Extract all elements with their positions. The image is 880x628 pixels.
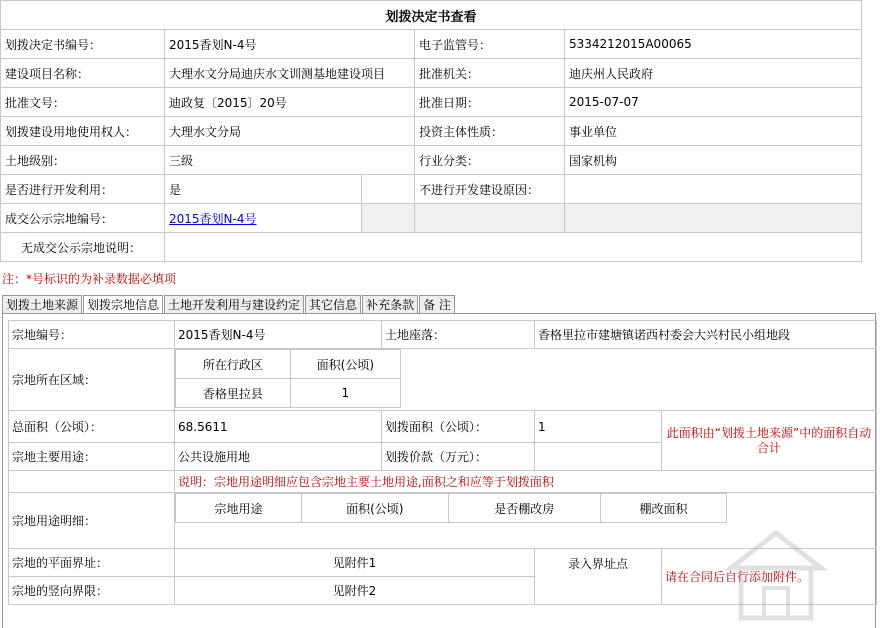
price-label: 划拨价款（万元）： [382, 443, 535, 471]
land-level-value: 三级 [165, 146, 415, 175]
approval-doc-value: 迪政复〔2015〕20号 [165, 88, 415, 117]
parcel-no-label: 宗地编号： [9, 321, 175, 349]
use-header-use: 宗地用途 [176, 494, 302, 523]
price-value [535, 443, 662, 471]
use-detail-label: 宗地用途明细： [9, 493, 175, 549]
develop-value: 是 [165, 175, 362, 204]
boundary-points-button[interactable]: 录入界址点 [535, 549, 662, 605]
develop-label: 是否进行开发利用： [1, 175, 165, 204]
use-detail-table [175, 493, 727, 523]
location-label: 土地座落： [382, 321, 535, 349]
approver-value: 迪庆州人民政府 [565, 59, 862, 88]
parcel-empty-1 [362, 204, 415, 233]
required-field-note: 注：*号标识的为补录数据必填项 [2, 272, 177, 286]
tab-bar [2, 295, 456, 313]
no-parcel-note-label: 无成交公示宗地说明： [1, 233, 165, 262]
parcel-label: 成交公示宗地编号： [1, 204, 165, 233]
area-auto-note: 此面积由“划拨土地来源”中的面积自动合计 [662, 411, 877, 471]
parcel-value [165, 204, 362, 233]
watermark-house-icon [676, 518, 876, 628]
use-note: 说明：宗地用途明细应包含宗地主要土地用途,面积之和应等于划拨面积 [175, 471, 877, 493]
tab-parcel-info[interactable]: 划拨宗地信息 [83, 295, 163, 314]
use-note-spacer [9, 471, 175, 493]
no-develop-reason-value [565, 175, 862, 204]
tab-remarks[interactable]: 备 注 [419, 295, 455, 314]
project-value: 大理水文分局迪庆水文训测基地建设项目 [165, 59, 415, 88]
investor-label: 投资主体性质： [415, 117, 565, 146]
user-value: 大理水文分局 [165, 117, 415, 146]
attach-note: 请在合同后自行添加附件。 [662, 549, 877, 605]
approval-date-label: 批准日期： [415, 88, 565, 117]
decision-no-label: 划拨决定书编号： [1, 30, 165, 59]
no-develop-reason-label: 不进行开发建设原因： [415, 175, 565, 204]
develop-empty [362, 175, 415, 204]
decision-header-table [0, 0, 862, 262]
parcel-link[interactable]: 2015香划N-4号 [169, 211, 257, 226]
investor-value: 事业单位 [565, 117, 862, 146]
region-area-value: 1 [290, 379, 400, 408]
plane-label: 宗地的平面界址： [9, 549, 175, 577]
tab-development[interactable]: 土地开发利用与建设约定 [164, 295, 304, 314]
main-use-value: 公共设施用地 [175, 443, 382, 471]
project-label: 建设项目名称： [1, 59, 165, 88]
use-header-shanty: 是否棚改房 [448, 494, 600, 523]
approver-label: 批准机关： [415, 59, 565, 88]
region-label: 宗地所在区域： [9, 349, 175, 411]
region-cell [175, 349, 877, 411]
plane-value: 见附件1 [175, 549, 535, 577]
monitor-no-label: 电子监管号： [415, 30, 565, 59]
location-value: 香格里拉市建塘镇诺西村委会大兴村民小组地段 [535, 321, 877, 349]
vertical-label: 宗地的竖向界限： [9, 577, 175, 605]
approval-doc-label: 批准文号： [1, 88, 165, 117]
alloc-area-value: 1 [535, 411, 662, 443]
industry-value: 国家机构 [565, 146, 862, 175]
parcel-empty-3 [565, 204, 862, 233]
tab-other-info[interactable]: 其它信息 [305, 295, 361, 314]
industry-label: 行业分类： [415, 146, 565, 175]
region-table [175, 349, 401, 408]
user-label: 划拨建设用地使用权人： [1, 117, 165, 146]
land-level-label: 土地级别： [1, 146, 165, 175]
total-area-value: 68.5611 [175, 411, 382, 443]
use-header-area: 面积(公顷) [301, 494, 448, 523]
monitor-no-value: 5334212015A00065 [565, 30, 862, 59]
vertical-value: 见附件2 [175, 577, 535, 605]
use-header-shanty-area: 棚改面积 [601, 494, 727, 523]
total-area-label: 总面积（公顷）： [9, 411, 175, 443]
main-use-label: 宗地主要用途： [9, 443, 175, 471]
region-header-area: 面积(公顷) [290, 350, 400, 379]
no-parcel-note-value [165, 233, 862, 262]
parcel-empty-2 [415, 204, 565, 233]
region-header-district: 所在行政区 [176, 350, 291, 379]
parcel-no-value: 2015香划N-4号 [175, 321, 382, 349]
approval-date-value: 2015-07-07 [565, 88, 862, 117]
page-title: 划拨决定书查看 [1, 1, 862, 30]
alloc-area-label: 划拨面积（公顷）： [382, 411, 535, 443]
decision-no-value: 2015香划N-4号 [165, 30, 415, 59]
tab-land-source[interactable]: 划拨土地来源 [2, 295, 82, 314]
region-district-value: 香格里拉县 [176, 379, 291, 408]
tab-supplement[interactable]: 补充条款 [362, 295, 418, 314]
